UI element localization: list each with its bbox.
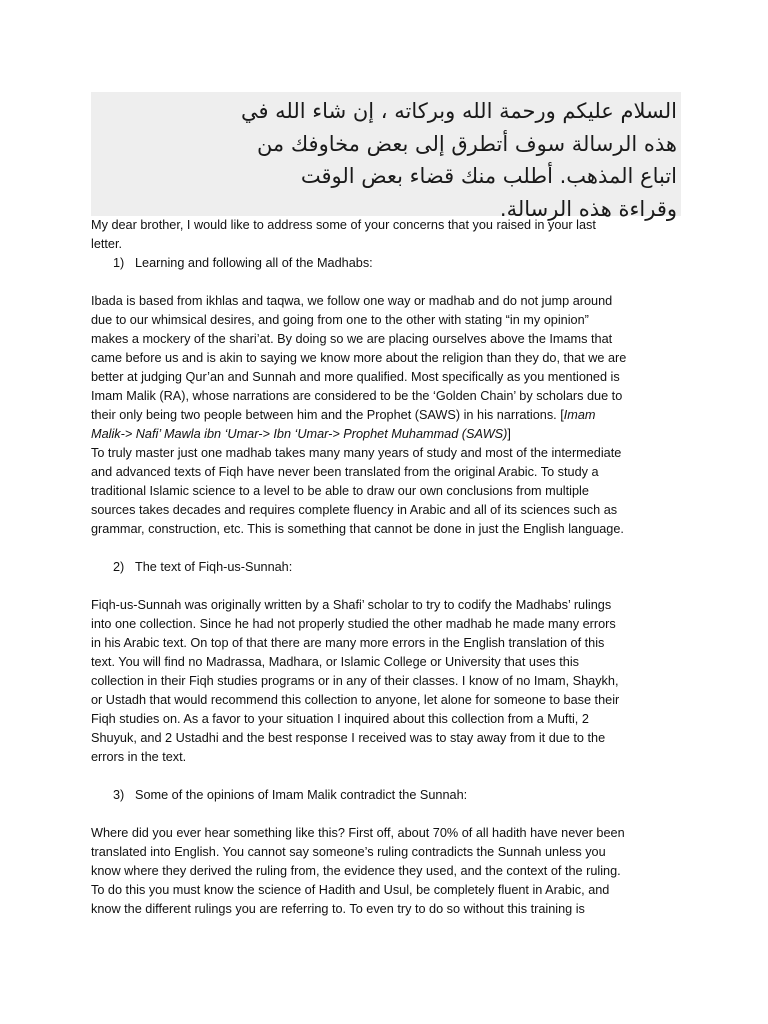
- section1-paragraph2: [91, 444, 681, 539]
- section3-paragraph: [91, 824, 681, 919]
- text-line: To do this you must know the science of Hadith and Usul, be completely fluent in Arabic, and: [91, 883, 610, 897]
- text-line: translated into English. You cannot say someone’s ruling contradicts the Sunnah unless you: [91, 845, 606, 859]
- text-line: collection in their Fiqh studies programs or in any of their classes. I know of no Imam, Shaykh,: [91, 674, 619, 688]
- text-line: sources takes decades and requires complete fluency in Arabic and all of its sciences such as: [91, 503, 618, 517]
- text-segment: ]: [507, 427, 511, 441]
- text-line: better at judging Qur’an and Sunnah and more qualified. Most specifically as you mentioned is: [91, 370, 620, 384]
- letter-body: [91, 216, 681, 919]
- section-title: Learning and following all of the Madhabs:: [135, 256, 373, 270]
- section-heading-1: [91, 254, 681, 273]
- text-line: makes a mockery of the shari’at. By doing so we are placing ourselves above the Imams that: [91, 332, 613, 346]
- text-line: or Ustadh that would recommend this collection to anyone, let alone for someone to base their: [91, 693, 620, 707]
- text-line: errors in the text.: [91, 750, 187, 764]
- text-line: [91, 406, 681, 425]
- chain-reference: Malik-> Nafi’ Mawla ibn ‘Umar-> Ibn ‘Umar-> Prophet Muhammad (SAWS): [91, 427, 508, 441]
- section-heading-2: [91, 558, 681, 577]
- text-line: due to our whimsical desires, and going from one to the other with stating “in my opinion”: [91, 313, 589, 327]
- section-number: 1): [113, 256, 125, 270]
- section2-paragraph: [91, 596, 681, 767]
- text-line: My dear brother, I would like to address some of your concerns that you raised in your last: [91, 218, 596, 232]
- text-line: and advanced texts of Fiqh have never been translated from the original Arabic. To study a: [91, 465, 599, 479]
- document-page: [91, 92, 681, 919]
- text-line: Fiqh studies on. As a favor to your situation I inquired about this collection from a Mufti, 2: [91, 712, 589, 726]
- text-line: Fiqh-us-Sunnah was originally written by a Shafi’ scholar to try to codify the Madhabs’ rulings: [91, 598, 612, 612]
- text-line: To truly master just one madhab takes many many years of study and most of the intermediate: [91, 446, 622, 460]
- text-line: Where did you ever hear something like this? First off, about 70% of all hadith have never been: [91, 826, 625, 840]
- arabic-greeting: [91, 92, 681, 221]
- arabic-line: السلام عليكم ورحمة الله وبركاته ، إن شاء الله في: [240, 99, 677, 123]
- text-line: text. You will find no Madrassa, Madhara, or Islamic College or University that uses this: [91, 655, 579, 669]
- section1-paragraph1: [91, 292, 681, 444]
- section-heading-3: [91, 786, 681, 805]
- text-line: grammar, construction, etc. This is something that cannot be done in just the English language.: [91, 522, 624, 536]
- section-title: Some of the opinions of Imam Malik contradict the Sunnah:: [135, 788, 468, 802]
- intro-paragraph: [91, 216, 681, 254]
- arabic-line: هذه الرسالة سوف أتطرق إلى بعض مخاوفك من: [256, 131, 677, 156]
- text-line: Imam Malik (RA), whose narrations are considered to be the ‘Golden Chain’ by scholars due to: [91, 389, 623, 403]
- text-line: know where they derived the ruling from, the evidence they used, and the context of the ruling.: [91, 864, 621, 878]
- section-number: 2): [113, 560, 125, 574]
- text-line: in his Arabic text. On top of that there are many more errors in the English translation of this: [91, 636, 605, 650]
- chain-reference: Imam: [563, 408, 596, 422]
- text-segment: their only being two people between him and the Prophet (SAWS) in his narrations. [: [91, 408, 564, 422]
- section-number: 3): [113, 788, 125, 802]
- text-line: Ibada is based from ikhlas and taqwa, we follow one way or madhab and do not jump around: [91, 294, 613, 308]
- section-title: The text of Fiqh-us-Sunnah:: [135, 560, 293, 574]
- text-line: Shuyuk, and 2 Ustadhi and the best response I received was to stay away from it due to the: [91, 731, 606, 745]
- text-line: came before us and is akin to saying we know more about the religion than they do, that we are: [91, 351, 627, 365]
- arabic-line: وقراءة هذه الرسالة.: [499, 196, 677, 221]
- text-line: [91, 425, 681, 444]
- text-line: letter.: [91, 237, 123, 251]
- text-line: traditional Islamic science to a level to be able to draw our own conclusions from multiple: [91, 484, 589, 498]
- text-line: know the different rulings you are referring to. To even try to do so without this training is: [91, 902, 585, 916]
- text-line: into one collection. Since he had not properly studied the other madhab he made many errors: [91, 617, 616, 631]
- arabic-line: اتباع المذهب. أطلب منك قضاء بعض الوقت: [300, 164, 677, 188]
